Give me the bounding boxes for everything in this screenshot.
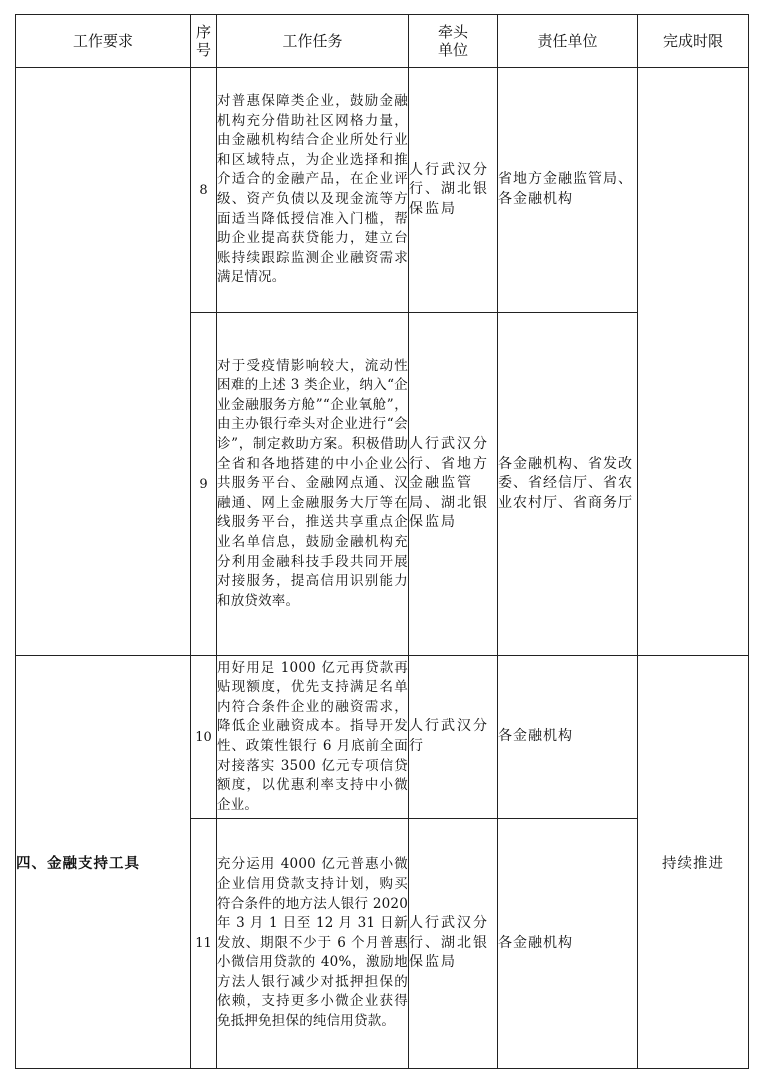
- header-task: 工作任务: [217, 15, 409, 68]
- lead-unit-cell: 人行武汉分行: [409, 656, 498, 819]
- requirement-cell: 四、金融支持工具: [16, 656, 191, 1069]
- header-number: 序 号: [191, 15, 217, 68]
- lead-unit-cell: 人行武汉分行、省地方金融监管局、湖北银保监局: [409, 313, 498, 656]
- task-cell: 对于受疫情影响较大，流动性困难的上述 3 类企业，纳入“企业金融服务方舱”“企业氧舱”，由主办银行牵头对企业进行“会诊”，制定救助方案。积极借助全省和各地搭建的中小企业公共服务平台、金融网点通、汉融通、网上金融服务大厅等在线服务平台，推送共享重点企业名单信息，鼓励金融机构充分利用金融科技手段共同开展对接服务，提高信用识别能力和放贷效率。: [217, 313, 409, 656]
- header-responsible: 责任单位: [498, 15, 638, 68]
- responsible-unit-cell: 省地方金融监管局、各金融机构: [498, 68, 638, 313]
- row-number: 8: [191, 68, 217, 313]
- work-table: [15, 14, 749, 1069]
- table-row: [16, 656, 749, 819]
- responsible-unit-cell: 各金融机构、省发改委、省经信厅、省农业农村厅、省商务厅: [498, 313, 638, 656]
- header-deadline: 完成时限: [638, 15, 749, 68]
- lead-unit-cell: 人行武汉分行、湖北银保监局: [409, 819, 498, 1069]
- responsible-unit-cell: 各金融机构: [498, 656, 638, 819]
- task-cell: 用好用足 1000 亿元再贷款再贴现额度，优先支持满足名单内符合条件企业的融资需求，降低企业融资成本。指导开发性、政策性银行 6 月底前全面对接落实 3500 亿元专项信贷额度，以优惠利率支持中小微企业。: [217, 656, 409, 819]
- row-number: 11: [191, 819, 217, 1069]
- row-number: 10: [191, 656, 217, 819]
- task-cell: 对普惠保障类企业，鼓励金融机构充分借助社区网格力量，由金融机构结合企业所处行业和区域特点，为企业选择和推介适合的金融产品，在企业评级、资产负债以及现金流等方面适当降低授信准入门槛，帮助企业提高获贷能力，建立台账持续跟踪监测企业融资需求满足情况。: [217, 68, 409, 313]
- header-requirement: 工作要求: [16, 15, 191, 68]
- deadline-cell: 持续推进: [638, 656, 749, 1069]
- header-lead: 牵头 单位: [409, 15, 498, 68]
- deadline-cell-empty: [638, 68, 749, 656]
- table-row: [16, 68, 749, 313]
- task-cell: 充分运用 4000 亿元普惠小微企业信用贷款支持计划，购买符合条件的地方法人银行 2020 年 3 月 1 日至 12 月 31 日新发放、期限不少于 6 个月普惠小微信用贷款的 40%，激励地方法人银行减少对抵押担保的依赖，支持更多小微企业获得免抵押免担保的纯信用贷款。: [217, 819, 409, 1069]
- lead-unit-cell: 人行武汉分行、湖北银保监局: [409, 68, 498, 313]
- responsible-unit-cell: 各金融机构: [498, 819, 638, 1069]
- row-number: 9: [191, 313, 217, 656]
- header-row: [16, 15, 749, 68]
- requirement-cell-empty: [16, 68, 191, 656]
